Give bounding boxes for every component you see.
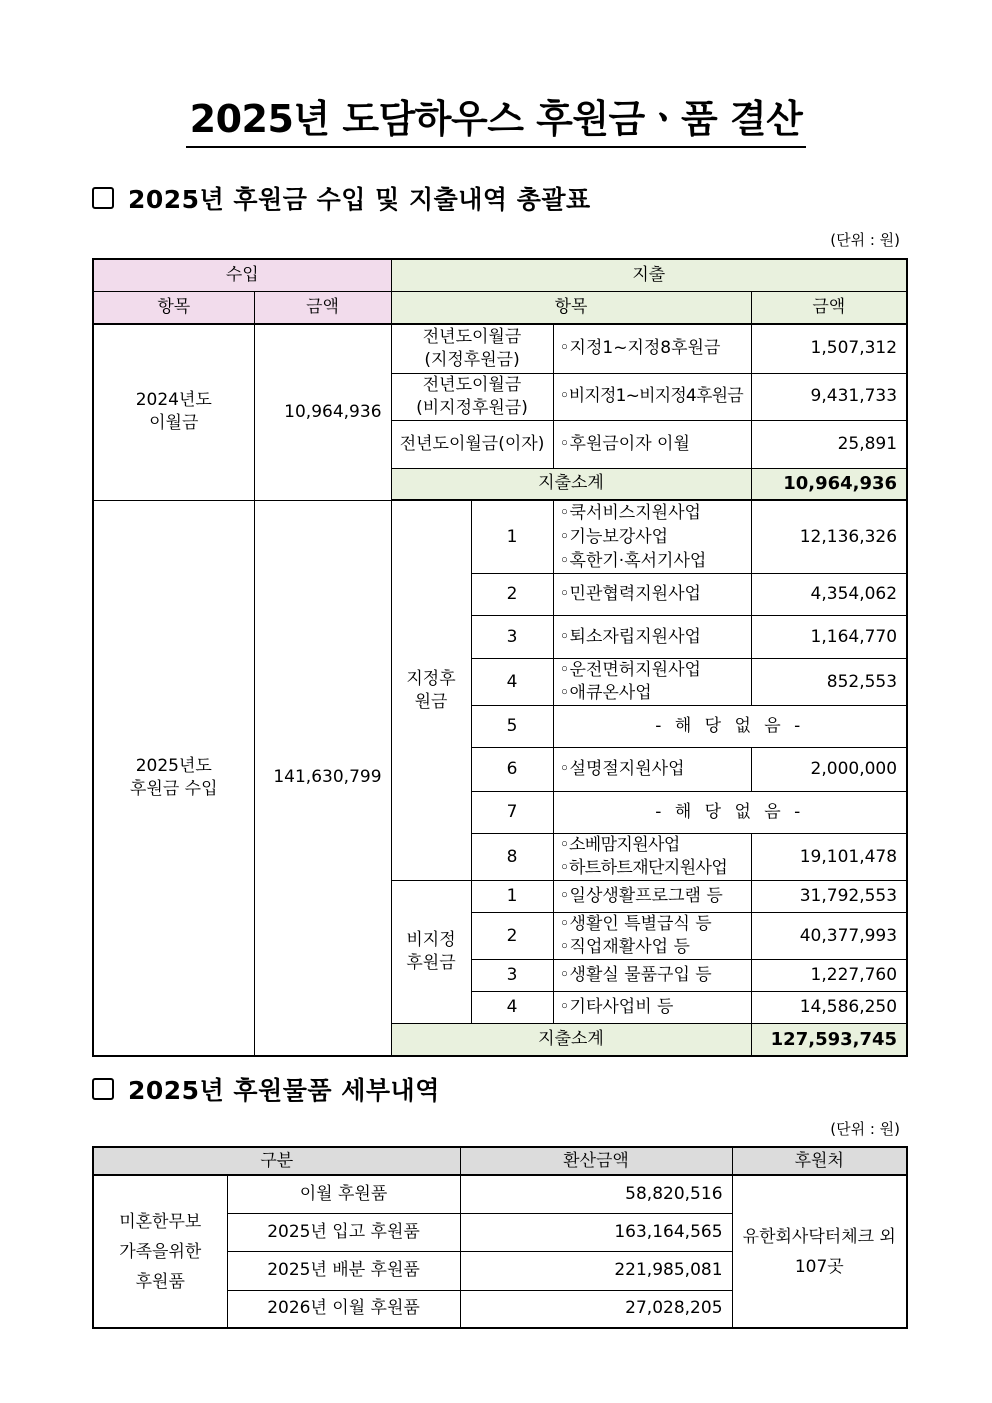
program-amount: 2,000,000 bbox=[751, 748, 907, 792]
carryover-subtotal-amount: 10,964,936 bbox=[751, 468, 907, 500]
checkbox-square-icon bbox=[92, 187, 114, 209]
income-header: 수입 bbox=[93, 259, 391, 291]
program-detail: ◦생활인 특별급식 등 ◦직업재활사업 등 bbox=[553, 913, 751, 960]
carryover-amount: 25,891 bbox=[751, 420, 907, 468]
unit-label: (단위 : 원) bbox=[830, 1120, 900, 1138]
section-heading-text: 2025년 후원물품 세부내역 bbox=[128, 1076, 440, 1105]
goods-table bbox=[92, 1146, 908, 1329]
goods-row-amount: 58,820,516 bbox=[460, 1175, 732, 1213]
goods-group-label: 미혼한무보 가족을위한 후원품 bbox=[93, 1175, 227, 1328]
expense-amount-header: 금액 bbox=[751, 291, 907, 324]
income-item-header: 항목 bbox=[93, 291, 254, 324]
row-number: 8 bbox=[471, 834, 553, 881]
program-amount: 40,377,993 bbox=[751, 913, 907, 960]
program-detail: ◦쿡서비스지원사업 ◦기능보강사업 ◦혹한기·혹서기사업 bbox=[553, 500, 751, 574]
row-number: 5 bbox=[471, 706, 553, 748]
row-number: 7 bbox=[471, 792, 553, 834]
program-detail: ◦민관협력지원사업 bbox=[553, 574, 751, 616]
carryover-amount: 1,507,312 bbox=[751, 324, 907, 373]
carryover-income-amount: 10,964,936 bbox=[254, 324, 391, 500]
current-subtotal-amount: 127,593,745 bbox=[751, 1024, 907, 1056]
program-amount: 4,354,062 bbox=[751, 574, 907, 616]
carryover-amount: 9,431,733 bbox=[751, 373, 907, 420]
current-subtotal-label: 지출소계 bbox=[391, 1024, 751, 1056]
row-number: 4 bbox=[471, 992, 553, 1024]
expense-item-header: 항목 bbox=[391, 291, 751, 324]
carryover-category: 전년도이월금 (비지정후원금) bbox=[391, 373, 553, 420]
row-number: 4 bbox=[471, 659, 553, 706]
donor-header: 후원처 bbox=[732, 1147, 907, 1175]
section-heading-summary bbox=[92, 180, 591, 216]
row-number: 2 bbox=[471, 913, 553, 960]
row-number: 1 bbox=[471, 500, 553, 574]
goods-row-amount: 221,985,081 bbox=[460, 1251, 732, 1290]
goods-row-label: 2025년 입고 후원품 bbox=[227, 1213, 460, 1251]
income-amount-header: 금액 bbox=[254, 291, 391, 324]
row-number: 3 bbox=[471, 960, 553, 992]
current-income-amount: 141,630,799 bbox=[254, 500, 391, 1056]
goods-row-amount: 27,028,205 bbox=[460, 1290, 732, 1328]
none-label: - 해 당 없 음 - bbox=[553, 792, 907, 834]
designated-label: 지정후 원금 bbox=[391, 500, 471, 881]
unit-label: (단위 : 원) bbox=[830, 231, 900, 249]
program-detail: ◦설명절지원사업 bbox=[553, 748, 751, 792]
section-heading-text: 2025년 후원금 수입 및 지출내역 총괄표 bbox=[128, 185, 591, 214]
page-title: 2025년 도담하우스 후원금ㆍ품 결산 bbox=[186, 92, 806, 148]
goods-row-label: 이월 후원품 bbox=[227, 1175, 460, 1213]
carryover-category: 전년도이월금(이자) bbox=[391, 420, 553, 468]
goods-row-label: 2025년 배분 후원품 bbox=[227, 1251, 460, 1290]
program-amount: 1,164,770 bbox=[751, 616, 907, 659]
program-amount: 1,227,760 bbox=[751, 960, 907, 992]
row-number: 3 bbox=[471, 616, 553, 659]
program-detail: ◦퇴소자립지원사업 bbox=[553, 616, 751, 659]
current-income-label: 2025년도 후원금 수입 bbox=[93, 500, 254, 1056]
program-detail: ◦기타사업비 등 bbox=[553, 992, 751, 1024]
carryover-detail: ◦후원금이자 이월 bbox=[553, 420, 751, 468]
carryover-detail: ◦비지정1~비지정4후원금 bbox=[553, 373, 751, 420]
carryover-subtotal-label: 지출소계 bbox=[391, 468, 751, 500]
carryover-category: 전년도이월금 (지정후원금) bbox=[391, 324, 553, 373]
summary-table bbox=[92, 258, 908, 1057]
goods-row-amount: 163,164,565 bbox=[460, 1213, 732, 1251]
section-heading-goods bbox=[92, 1071, 440, 1107]
row-number: 2 bbox=[471, 574, 553, 616]
carryover-income-label: 2024년도 이월금 bbox=[93, 324, 254, 500]
program-detail: ◦소베맘지원사업 ◦하트하트재단지원사업 bbox=[553, 834, 751, 881]
program-detail: ◦생활실 물품구입 등 bbox=[553, 960, 751, 992]
none-label: - 해 당 없 음 - bbox=[553, 706, 907, 748]
donor-name: 유한회사닥터체크 외 107곳 bbox=[732, 1175, 907, 1328]
checkbox-square-icon bbox=[92, 1078, 114, 1100]
row-number: 6 bbox=[471, 748, 553, 792]
amount-header: 환산금액 bbox=[460, 1147, 732, 1175]
goods-row-label: 2026년 이월 후원품 bbox=[227, 1290, 460, 1328]
carryover-detail: ◦지정1~지정8후원금 bbox=[553, 324, 751, 373]
program-amount: 852,553 bbox=[751, 659, 907, 706]
program-amount: 31,792,553 bbox=[751, 881, 907, 913]
row-number: 1 bbox=[471, 881, 553, 913]
nondesignated-label: 비지정 후원금 bbox=[391, 881, 471, 1024]
expense-header: 지출 bbox=[391, 259, 907, 291]
program-amount: 19,101,478 bbox=[751, 834, 907, 881]
program-amount: 14,586,250 bbox=[751, 992, 907, 1024]
category-header: 구분 bbox=[93, 1147, 460, 1175]
program-amount: 12,136,326 bbox=[751, 500, 907, 574]
program-detail: ◦일상생활프로그램 등 bbox=[553, 881, 751, 913]
program-detail: ◦운전면허지원사업 ◦애큐온사업 bbox=[553, 659, 751, 706]
